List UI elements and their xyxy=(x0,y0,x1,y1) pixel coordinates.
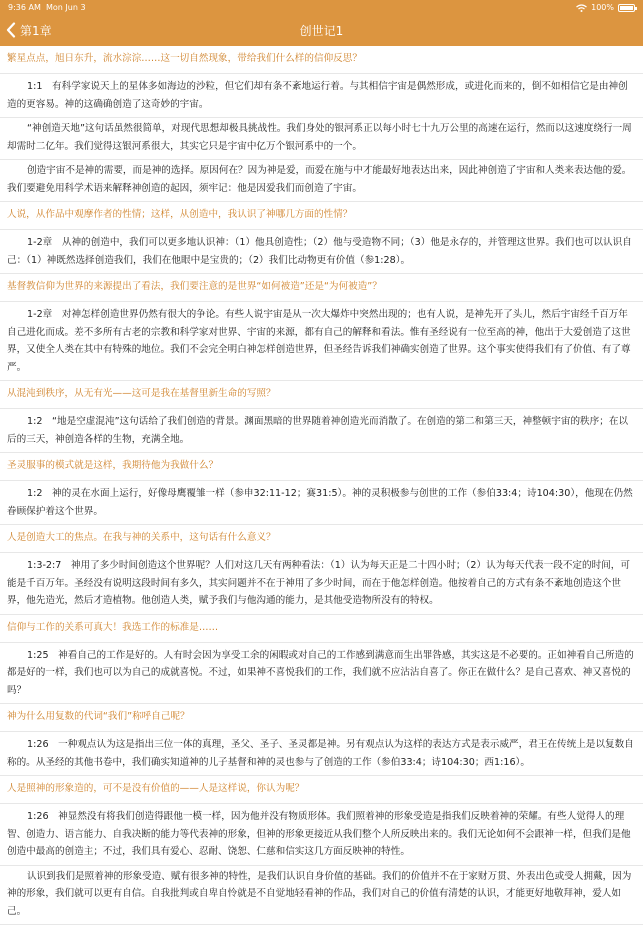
section-heading xyxy=(0,274,643,302)
commentary-paragraph: 1:2 “地是空虚混沌”这句话给了我们创造的背景。渊面黑暗的世界随着神创造光而消散了。在创造的第二和第三天，神整顿宇宙的秩序；在以后的三天，神创造各样的生物，充满全地。 xyxy=(0,409,643,453)
commentary-paragraph: 1:26 一种观点认为这是指出三位一体的真理，圣父、圣子、圣灵都是神。另有观点认为这样的表达方式是表示威严，君王在传统上是以复数自称的。从圣经的其他书卷中，我们确实知道神的儿子基督和神的灵也参与了创造的工作（参伯33:4；诗104:30；西1:16）。 xyxy=(0,732,643,776)
section-heading xyxy=(0,525,643,553)
commentary-paragraph: 1:25 神看自己的工作是好的。人有时会因为享受工余的闲暇或对自己的工作感到满意而生出罪咎感，其实这是不必要的。正如神看自己所造的都是好的一样，我们也可以为自己的成就喜悦。不过，如果神不喜悦我们的工作，我们就不应沾沾自喜了。你正在做什么？是自己喜欢、神又喜悦的吗？ xyxy=(0,643,643,705)
top-bar xyxy=(0,0,643,46)
section-heading xyxy=(0,381,643,409)
heading-text: 信仰与工作的关系可真大！我选工作的标准是…… xyxy=(7,620,635,636)
section-heading xyxy=(0,704,643,732)
section-heading xyxy=(0,615,643,643)
wifi-icon xyxy=(576,4,587,12)
status-right xyxy=(576,3,635,12)
heading-text: 人是创造大工的焦点。在我与神的关系中，这句话有什么意义？ xyxy=(7,530,635,546)
commentary-paragraph: 1-2章 对神怎样创造世界仍然有很大的争论。有些人说宇宙是从一次大爆炸中突然出现的；也有人说，是神先开了头儿，然后宇宙经千百万年自己进化而成。差不多所有古老的宗教和科学家对世界、宇宙的来源，都有自己的解释和看法。惟有圣经说有一位至高的神，他出于大爱创造了这世界，又使全人类在其中有特殊的地位。我们不会完全明白神怎样创造世界，但圣经告诉我们神确实创造了世界。这个事实使得我们有了价值、有了尊严。 xyxy=(0,302,643,381)
back-button-label: 第1章 xyxy=(20,22,52,39)
status-time: 9:36 AM xyxy=(8,3,41,12)
battery-percent: 100% xyxy=(591,3,614,12)
commentary-paragraph: 创造宇宙不是神的需要，而是神的选择。原因何在？因为神是爱，而爱在施与中才能最好地表达出来，因此神创造了宇宙和人类来表达他的爱。我们要避免用科学术语来解释神创造的起因，须牢记：他是因爱我们而创造了宇宙。 xyxy=(0,160,643,202)
commentary-content[interactable] xyxy=(0,46,643,925)
section-heading xyxy=(0,202,643,230)
heading-text: 从混沌到秩序，从无有光——这可是我在基督里新生命的写照？ xyxy=(7,386,635,402)
commentary-paragraph: 1-2章 从神的创造中，我们可以更多地认识神：（1）他具创造性；（2）他与受造物不同；（3）他是永存的，并管理这世界。我们也可以认识自己：（1）神既然选择创造我们，我们在他眼中是宝贵的；（2）我们比动物更有价值（参1:28）。 xyxy=(0,230,643,274)
section-heading xyxy=(0,46,643,74)
commentary-paragraph: 认识到我们是照着神的形象受造、赋有很多神的特性，是我们认识自身价值的基础。我们的价值并不在于家财万贯、外表出色或受人拥戴，因为神的形象，我们就可以更有自信。自我批判或自卑自怜就是不自觉地轻看神的作品，我们对自己的价值有清楚的认识，才能更好地敬拜神，爱人如己。 xyxy=(0,866,643,925)
heading-text: 人是照神的形象造的，可不是没有价值的——人是这样说，你认为呢？ xyxy=(7,781,635,797)
commentary-paragraph: 1:26 神显然没有将我们创造得跟他一模一样，因为他并没有物质形体。我们照着神的形象受造是指我们反映着神的荣耀。有些人觉得人的理智、创造力、语言能力、自我决断的能力等代表神的形象，但神的形象更接近从我们整个人所反映出来的。我们无论如何不会跟神一样，但我们是他创造中最高的创造主；不过，我们具有爱心、忍耐、饶恕、仁慈和信实这几方面反映神的特性。 xyxy=(0,804,643,866)
commentary-paragraph: 1:2 神的灵在水面上运行，好像母鹰覆雏一样（参申32:11-12；赛31:5）。神的灵积极参与创世的工作（参伯33:4；诗104:30），他现在仍然眷顾保护着这个世界。 xyxy=(0,481,643,525)
status-date: Mon Jun 3 xyxy=(46,3,86,12)
heading-text: 人说，从作品中观摩作者的性情；这样，从创造中，我认识了神哪几方面的性情？ xyxy=(7,207,635,223)
heading-text: 神为什么用复数的代词“我们”称呼自己呢？ xyxy=(7,709,635,725)
commentary-paragraph: 1:3-2:7 神用了多少时间创造这个世界呢？人们对这几天有两种看法：（1）认为每天正是二十四小时；（2）认为每天代表一段不定的时间，可能是千百万年。圣经没有说明这段时间有多久，其实问题并不在于神用了多少时间，而在于他怎样创造。他按着自己的方式有条不紊地创造这个世界，他先造光，然后才造植物。他创造人类，赋予我们与他沟通的能力，是其他受造物所没有的特权。 xyxy=(0,553,643,615)
heading-text: 繁星点点，旭日东升，流水淙淙……这一切自然现象，带给我们什么样的信仰反思？ xyxy=(7,51,635,67)
commentary-paragraph: “神创造天地”这句话虽然很简单，对现代思想却极具挑战性。我们身处的银河系正以每小时七十九万公里的高速在运行，然而以这速度绕行一周却需时二亿年。我们觉得这银河系很大，其实它只是宇宙中亿万个银河系中的一个。 xyxy=(0,118,643,160)
section-heading xyxy=(0,453,643,481)
commentary-paragraph: 1:1 有科学家说天上的星体多如海边的沙粒，但它们却有条不紊地运行着。与其相信宇宙是偶然形成，或进化而来的，倒不如相信它是由神创造的更容易。神的这确确创造了这奇妙的宇宙。 xyxy=(0,74,643,118)
heading-text: 基督教信仰为世界的来源提出了看法，我们要注意的是世界“如何被造”还是“为何被造”？ xyxy=(7,279,635,295)
page-title: 创世记1 xyxy=(0,22,643,39)
battery-icon xyxy=(618,4,635,12)
section-heading xyxy=(0,776,643,804)
heading-text: 圣灵服事的模式就是这样，我期待他为我做什么？ xyxy=(7,458,635,474)
